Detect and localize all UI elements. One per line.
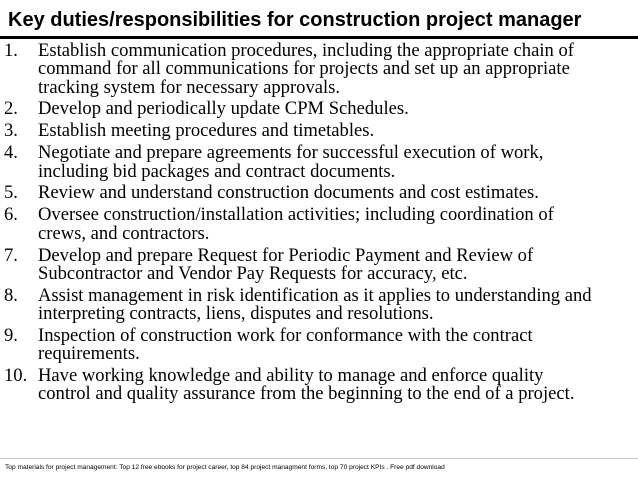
footer-link-forms[interactable]: top 84 project managment forms	[230, 464, 326, 471]
footer	[5, 463, 445, 472]
item-number: 3.	[4, 120, 18, 142]
item-number: 10.	[4, 365, 28, 387]
item-line: Establish communication procedures, including the appropriate chain of	[38, 40, 574, 61]
list-item	[4, 244, 634, 284]
item-line: Subcontractor and Vendor Pay Requests for accuracy, etc.	[38, 262, 468, 284]
item-line: Review and understand construction documents and cost estimates.	[38, 182, 539, 204]
item-number: 7.	[4, 244, 18, 266]
item-line: Assist management in risk identification as it applies to understanding and	[38, 284, 592, 306]
item-text	[38, 367, 634, 404]
item-line: Develop and periodically update CPM Schedules.	[38, 98, 409, 120]
item-number: 5.	[4, 182, 18, 204]
item-text	[38, 284, 634, 325]
item-line: Develop and prepare Request for Periodic Payment and Review of	[38, 244, 534, 266]
item-line: including bid packages and contract documents.	[38, 160, 396, 182]
item-line: Oversee construction/installation activities; including coordination of	[38, 204, 554, 226]
item-line: Negotiate and prepare agreements for successful execution of work,	[38, 142, 544, 164]
list-item	[4, 122, 634, 140]
list-item	[4, 206, 634, 243]
list-item	[4, 324, 634, 365]
item-line: Inspection of construction work for conformance with the contract	[38, 324, 533, 346]
item-line: command for all communications for projects and set up an appropriate	[38, 58, 570, 80]
footer-link-kpis[interactable]: top 70 project KPIs	[328, 464, 385, 471]
list-item	[4, 284, 634, 325]
item-text	[38, 244, 634, 284]
duties-list	[4, 42, 634, 407]
footer-separator: ,	[325, 464, 329, 471]
item-number: 2.	[4, 98, 18, 120]
item-text	[38, 100, 634, 118]
item-line: Establish meeting procedures and timetables.	[38, 120, 375, 142]
item-number: 1.	[4, 40, 18, 61]
item-text	[38, 184, 634, 202]
list-item	[4, 367, 634, 404]
title-divider	[0, 36, 638, 39]
footer-link-pdf-download[interactable]: Free pdf download	[390, 464, 445, 471]
footer-separator: ,	[226, 464, 231, 471]
list-item	[4, 42, 634, 97]
footer-divider	[0, 458, 638, 459]
item-line: crews, and contractors.	[38, 222, 210, 244]
slide-title: Key duties/responsibilities for construction project manager	[8, 9, 582, 31]
item-text	[38, 42, 634, 97]
item-line: Have working knowledge and ability to manage and enforce quality	[38, 365, 544, 387]
item-text	[38, 324, 634, 365]
item-text	[38, 122, 634, 140]
item-line: requirements.	[38, 343, 140, 365]
item-number: 6.	[4, 204, 18, 226]
list-item	[4, 184, 634, 202]
footer-separator: .	[384, 464, 391, 471]
item-line: tracking system for necessary approvals.	[38, 76, 341, 98]
item-line: control and quality assurance from the beginning to the end of a project.	[38, 383, 575, 405]
footer-prefix: Top materials for project management:	[5, 464, 120, 471]
item-number: 9.	[4, 324, 18, 346]
item-text	[38, 206, 634, 243]
item-line: interpreting contracts, liens, disputes and resolutions.	[38, 303, 434, 325]
item-text	[38, 144, 634, 181]
item-number: 4.	[4, 142, 18, 164]
list-item	[4, 144, 634, 181]
footer-link-ebooks[interactable]: Top 12 free ebooks for project career	[119, 464, 227, 471]
list-item	[4, 100, 634, 118]
item-number: 8.	[4, 284, 18, 306]
